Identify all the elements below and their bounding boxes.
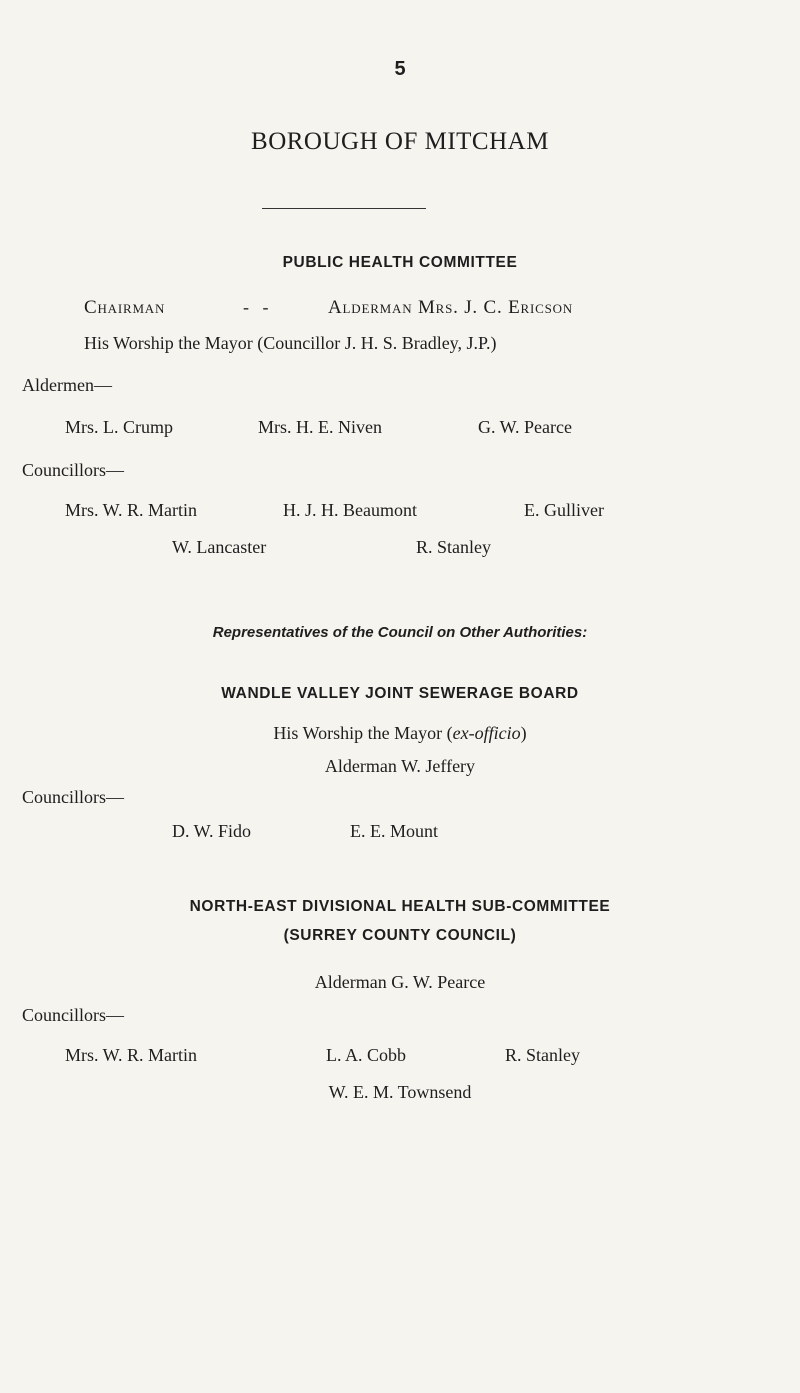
north-east-alderman: Alderman G. W. Pearce bbox=[314, 972, 486, 992]
page-number: 5 bbox=[394, 58, 406, 80]
wandle-mayor-italic: ex-officio bbox=[452, 723, 521, 743]
north-east-councillor-name: Mrs. W. R. Martin bbox=[65, 1045, 198, 1065]
alderman-name: G. W. Pearce bbox=[478, 417, 572, 437]
councillor-name: W. Lancaster bbox=[172, 537, 267, 557]
wandle-councillor-name: D. W. Fido bbox=[172, 821, 252, 841]
north-east-heading: NORTH-EAST DIVISIONAL HEALTH SUB-COMMITTEE bbox=[189, 898, 611, 915]
page-title: BOROUGH OF MITCHAM bbox=[251, 128, 549, 155]
alderman-name: Mrs. L. Crump bbox=[65, 417, 173, 437]
north-east-councillor-name: R. Stanley bbox=[505, 1045, 580, 1065]
wandle-mayor-line bbox=[0, 723, 800, 744]
councillor-name: H. J. H. Beaumont bbox=[283, 500, 417, 520]
title-divider bbox=[262, 208, 426, 209]
chairman-label: Chairman bbox=[84, 297, 166, 318]
councillor-name: E. Gulliver bbox=[524, 500, 604, 520]
wandle-mayor-pre: His Worship the Mayor ( bbox=[273, 723, 453, 743]
wandle-mayor-post: ) bbox=[520, 723, 527, 743]
north-east-councillor-name: L. A. Cobb bbox=[326, 1045, 407, 1065]
wandle-councillor-name: E. E. Mount bbox=[350, 821, 438, 841]
wandle-councillors-label: Councillors— bbox=[22, 787, 124, 807]
public-health-heading: PUBLIC HEALTH COMMITTEE bbox=[282, 254, 518, 271]
representatives-heading: Representatives of the Council on Other Authorities: bbox=[212, 624, 588, 641]
wandle-heading: WANDLE VALLEY JOINT SEWERAGE BOARD bbox=[221, 685, 579, 702]
north-east-subheading: (SURREY COUNTY COUNCIL) bbox=[283, 927, 517, 944]
chairman-dashes: - - bbox=[243, 297, 269, 317]
councillor-name: Mrs. W. R. Martin bbox=[65, 500, 198, 520]
aldermen-label: Aldermen— bbox=[22, 375, 112, 395]
chairman-name: Alderman Mrs. J. C. Ericson bbox=[328, 297, 573, 318]
mayor-line: His Worship the Mayor (Councillor J. H. S. Bradley, J.P.) bbox=[84, 333, 497, 353]
north-east-councillor-name: W. E. M. Townsend bbox=[328, 1082, 472, 1102]
councillors-label: Councillors— bbox=[22, 460, 124, 480]
north-east-councillors-label: Councillors— bbox=[22, 1005, 124, 1025]
wandle-alderman: Alderman W. Jeffery bbox=[324, 756, 476, 776]
alderman-name: Mrs. H. E. Niven bbox=[258, 417, 382, 437]
councillor-name: R. Stanley bbox=[416, 537, 491, 557]
